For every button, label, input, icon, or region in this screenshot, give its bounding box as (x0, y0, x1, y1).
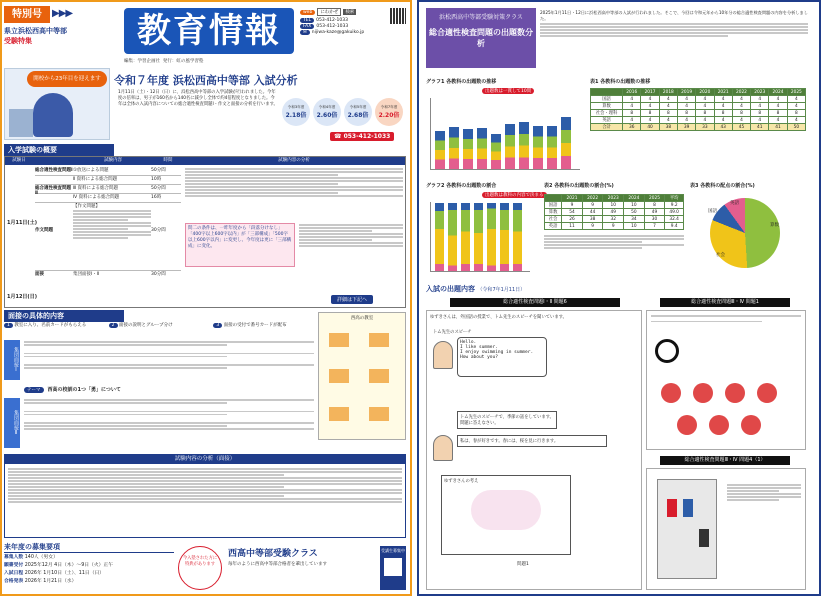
table2-notes (544, 234, 684, 250)
car-icon (699, 529, 709, 547)
section-exam-overview: 入学試験の概要 (4, 144, 114, 156)
interview-steps (4, 322, 314, 328)
pattern-icon (677, 415, 697, 435)
interview-step: 2 面接の説明とグループ分け (109, 322, 210, 328)
exam2-panel (646, 310, 806, 450)
table2: 2021 2022 2023 2024 2025 平均 国語 9 9 10 10 8 9.2 算数 54 44 49 50 49 49.0 社会 26 38 32 34 30 32.4 英語 11 9 9 10 7 9.4 (544, 194, 684, 230)
desk-group (329, 407, 349, 421)
ratio-item: 令和5年度 2.68倍 (344, 98, 372, 126)
qr-code-icon (390, 8, 406, 24)
campaign-badge: 今入塾された方に特典があります (178, 546, 222, 590)
car-icon (667, 499, 677, 517)
anniversary-banner: 開校から23年目を迎えます (27, 71, 107, 87)
web-search-button[interactable]: 検索 (345, 10, 355, 15)
exam-table-header: 試験日 試験内容 時間 試験内容の分析 (5, 157, 405, 165)
tel-secondary: 053-412-1033 (316, 24, 349, 29)
pie-label: 算数 (770, 223, 779, 228)
essay-question-text: 【作文問題】 (73, 203, 151, 270)
desk-group (369, 333, 389, 347)
headline: 令和７年度 浜松西高中等部 入試分析 (114, 74, 298, 87)
table-row: 社会・理科 8 8 8 8 8 8 8 8 8 8 (591, 110, 806, 117)
group-interview-2-content (24, 398, 314, 448)
section-exam-content: 入試の出題内容 （令和7年1月11日） (426, 285, 526, 293)
recruitment-item: 合格発表 2026年 1月21日（水） (4, 579, 77, 584)
desk-group (329, 369, 349, 383)
bar (477, 128, 487, 169)
group-interview-1-content (24, 340, 314, 380)
recruitment-item: 募集人数 140人（男女） (4, 555, 58, 560)
speaker-label: トム先生のスピーチ (433, 330, 472, 335)
table-row: 国語 4 4 4 4 4 4 4 4 4 4 (591, 96, 806, 103)
building-illustration (9, 109, 33, 137)
desk-group (329, 333, 349, 347)
student-illustration (33, 93, 73, 137)
web-label: web (300, 10, 315, 15)
bar (435, 131, 445, 169)
bar (463, 129, 473, 169)
pie-label: 英語 (730, 201, 739, 206)
tel-icon: TEL (300, 18, 314, 23)
bar (547, 126, 557, 169)
graph1-title: グラフ1 各教科の出題数の推移 (426, 79, 497, 85)
bar (561, 117, 571, 169)
bar (500, 203, 509, 271)
question-bubble: トム先生のスピーチで、季節の話をしています。問題に答えなさい。 (457, 411, 557, 429)
bar (505, 124, 515, 169)
fax-icon: FAX (300, 24, 314, 29)
school-name: 県立浜松西高中等部 (4, 27, 67, 35)
table-row: 英語 4 4 4 4 4 4 4 4 4 4 (591, 117, 806, 124)
table1-title: 表1 各教科の出題数の推移 (590, 79, 651, 85)
graph1-chart (430, 98, 580, 170)
recruitment-title: 来年度の募集要項 (4, 542, 174, 553)
ratio-row (282, 98, 403, 126)
editor-line: 編集：学習企画社 発行：虹の風学習塾 (124, 59, 204, 64)
special-badge: 特別号 (4, 6, 50, 23)
pattern-icon (757, 383, 777, 403)
recruitment-box (4, 542, 174, 592)
answer-label: 問題1 (517, 562, 529, 567)
bar (461, 203, 470, 271)
exam-day-2: 1月12日(日) (7, 294, 38, 300)
bar (448, 203, 457, 271)
pattern-icon (725, 383, 745, 403)
pie-label: 国語 (708, 209, 717, 214)
exam-table (4, 156, 406, 308)
table3-title: 表3 各教科の配点の割合(%) (690, 183, 755, 189)
exam3-title: 総合適性検査問題Ⅲ・Ⅳ 問題4（1） (660, 456, 790, 465)
graph2-note: 出題数は教科の内容で決まる (482, 192, 547, 198)
bar (533, 126, 543, 169)
exam1-panel: ゆずきさんは、外国語の授業で、トム先生のスピーチを聞いています。 トム先生のスピーチ Hello. I like summer. I enjoy swimming in summer. How about you? トム先生のスピーチで、季節の話をしています。問題に答えなさい。 私は、春が好きです。春には、桜を見に行きます。 ゆずきさんの考え 問題1 (426, 310, 642, 590)
qr-block[interactable]: 受講生募集中 (380, 546, 406, 590)
bar (513, 203, 522, 271)
pie-label: 社会 (716, 253, 725, 258)
pattern-icon (709, 415, 729, 435)
ratio-item: 令和4年度 2.60倍 (313, 98, 341, 126)
summary-text: 2025年1月11日・12日に浜松西高中等部の入試が行われました。そこで、今回は令和元年から10年分の総合適性検査問題の内容を分析しました。 (540, 10, 808, 38)
bar (474, 203, 483, 271)
graph2-title: グラフ2 各教科の出題数の割合 (426, 183, 497, 189)
classroom-diagram: 西高の教室 (318, 312, 406, 440)
pattern-icon (661, 383, 681, 403)
bar (449, 127, 459, 169)
exam-day-1: 1月11日(土) (7, 220, 38, 226)
theme-row: テーマ 西高の校訓の1つ「勇」について (24, 386, 121, 393)
intro-text: 1月11日（土）・12日（日）に、浜松西高中等部の入学試験が行われました。今年度の倍率は、男子が160名から140名に減少し全体で約4倍程度となりました。今年は全体の入試内容についての総合適性検査問題Ⅰ・作文と面接の分析を行います。 (118, 90, 278, 107)
class-ad: 西高中等部受験クラス 毎年のように西高中等部合格者を輩出しています (228, 549, 327, 567)
bar (435, 203, 444, 271)
recruitment-item: 入試日程 2026年 1月10日（土）、11日（日） (4, 571, 105, 576)
detail-link-button[interactable]: 詳細は下記へ (331, 295, 373, 304)
reply-bubble: 私は、春が好きです。春には、桜を見に行きます。 (457, 435, 607, 447)
bar (487, 203, 496, 271)
bar (519, 122, 529, 169)
mail-icon: ✉ (300, 30, 310, 35)
bar (491, 134, 501, 169)
table-row: 合計 36 40 38 39 33 43 45 41 41 50 (591, 124, 806, 131)
pattern-icon (741, 415, 761, 435)
hint-illustration (471, 490, 541, 530)
section-interview: 面接の具体的内容 (4, 310, 124, 322)
interview-analysis-box: 試験内容の分析（面接） (4, 454, 406, 538)
desk-group (369, 407, 389, 421)
table-row: 英語 11 9 9 10 7 9.4 (545, 223, 684, 230)
table-row: 算数 54 44 49 50 49 49.0 (545, 209, 684, 216)
group-interview-2-label: 集団面接Ⅱ (4, 398, 20, 448)
table1: 2016 2017 2018 2019 2020 2021 2022 2023 2024 2025 国語 4 4 4 4 4 4 4 4 4 4 算数 4 4 4 4 4 4 4 4 4 4 社会・理科 8 8 8 8 8 8 8 8 8 8 英語 4 4 4 4 4 4 4 4 4 4 合計 36 40 38 39 33 43 45 41 41 50 (590, 88, 806, 131)
pattern-icon (655, 339, 679, 363)
web-search-input[interactable]: にわかぜ (317, 8, 341, 16)
analysis-highlight: 問二の条件は、一昨年度から「段落分けなし」「400字以上600字以内」が「三部構成」「500字以上600字以内」に変更し、今年度は更に「三部構成」に変化。 (185, 223, 295, 267)
desk-group (369, 369, 389, 383)
table2-title: 表2 各教科の出題数の割合(%) (544, 183, 614, 189)
illustration-school (4, 68, 110, 140)
teacher-avatar (433, 341, 453, 369)
exam-row: 総合適性検査問題Ⅰ ①放送による問題 50分間 Ⅱ 資料による総合問題 10時 総合適性検査問題Ⅱ Ⅲ 資料による総合問題 50分間 Ⅳ 資料による総合問題 16時 作文問題 【作文問題】 30分間 面接 集団面接Ⅰ・Ⅱ 30分間 (35, 167, 181, 281)
group-interview-1-label: 集団面接Ⅰ (4, 340, 20, 380)
interview-step: 3 面接の受付で番号カードが配布 (213, 322, 314, 328)
student-avatar (433, 435, 453, 461)
exam3-text (727, 483, 801, 502)
hint-box: ゆずきさんの考え (441, 475, 571, 555)
tel-primary: 053-412-1033 (316, 18, 348, 23)
table-row: 算数 4 4 4 4 4 4 4 4 4 4 (591, 103, 806, 110)
qr-code-icon (384, 558, 402, 576)
analysis-text-2 (299, 223, 403, 283)
exam3-panel (646, 468, 806, 590)
recruitment-item: 願書受付 2025年12月 4日（木）～9日（火）正午 (4, 563, 114, 568)
interview-step: 1 教室に入り、名前カードがもらえる (4, 322, 105, 328)
phone-cta[interactable]: ☎ 053-412-1033 (330, 132, 394, 141)
table-row: 社会 26 38 32 34 30 32.4 (545, 216, 684, 223)
pattern-icon (693, 383, 713, 403)
masthead-title: 教育情報 (124, 8, 294, 54)
table-row: 国語 9 9 10 10 8 9.2 (545, 202, 684, 209)
analysis-column (185, 167, 403, 221)
car-icon (683, 499, 693, 517)
exam1-title: 総合適性検査問題Ⅰ・Ⅱ 問題6 (450, 298, 620, 307)
ratio-item-current: 令和7年度 2.20倍 (375, 98, 403, 126)
graph1-note: 出題数は一貫して10問 (482, 88, 534, 94)
exam2-title: 総合適性検査問題Ⅲ・Ⅳ 問題1 (660, 298, 790, 307)
contact-block (300, 8, 406, 60)
course-box: 浜松西高中等部受験対策クラス 総合適性検査問題の出題数分析 (426, 8, 536, 68)
special-topic: 受験特集 (4, 37, 32, 45)
graph2-chart (430, 202, 530, 272)
ratio-item: 令和3年度 2.18倍 (282, 98, 310, 126)
speech-bubble: Hello. I like summer. I enjoy swimming in summer. How about you? (457, 337, 547, 377)
arrow-icons: ▶▶▶ (52, 8, 73, 19)
mail-address: nijiwa-kaze@gakuiko.jp (311, 30, 365, 35)
phone-icon: ☎ (334, 133, 342, 140)
